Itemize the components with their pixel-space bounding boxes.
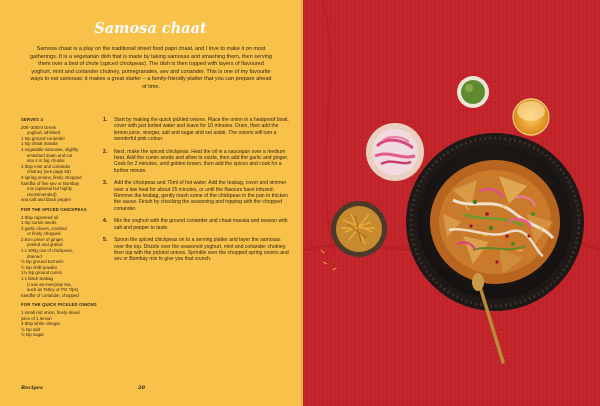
ingredient-line: ½ tsp sugar (21, 332, 44, 338)
ingredient-line: 1 small red onion, finely sliced (21, 310, 80, 315)
section-footer: Recipes (21, 385, 43, 391)
ingredient-line: 1 tsp cumin seeds (21, 220, 57, 226)
ingredient-item (21, 248, 103, 259)
ingredient-line: ½ tsp chilli powder (21, 264, 58, 270)
ingredient-line: mix (optional but highly (27, 186, 72, 192)
ingredient-line: chutney (see page 53) (27, 169, 71, 175)
ingredient-item (21, 293, 103, 299)
recipe-photo-page (303, 0, 600, 406)
step-text: Spoon the spiced chickpeas on to a serving platter and layer the samosas over the top. Drizzle over the seasoned yoghurt, mint and coriander chutney, then top with the pickled onions. Sprinkle over the chopped spring onions and sev or Bombay mix to give you that crunch. (114, 237, 289, 263)
step-number: 5. (103, 237, 108, 244)
ingredient-line: 2.5cm piece of ginger, (21, 236, 64, 242)
recipe-title: Samosa chaat (94, 20, 207, 37)
ingredient-line: 1 x 400g can of chickpeas, (21, 248, 73, 254)
ingredient-line: 200–300ml Greek (21, 124, 56, 130)
page-number: 20 (138, 385, 145, 391)
ingredient-line: 2 garlic cloves, crushed (21, 225, 67, 231)
ingredient-line: 1 tsp ground coriander (21, 135, 65, 141)
ingredient-line: 3 spring onions, finely chopped (21, 174, 82, 180)
step-number: 3. (103, 180, 108, 187)
ingredient-group-heading: FOR THE QUICK PICKLED ONIONS (21, 302, 97, 308)
pickled-onion-bowl (366, 123, 424, 181)
samosa-chaat-photo (303, 0, 600, 406)
ingredient-line: smashed down and cut (27, 152, 73, 158)
ingredient-item (21, 181, 103, 198)
step-number: 4. (103, 218, 108, 225)
ingredient-line: sea salt and black pepper (21, 197, 72, 203)
ingredient-line: 3 tbsp mint and coriander (21, 163, 71, 169)
step-text: Start by making the quick pickled onions. Place the onion in a heatproof bowl, cover with just boiled water and leave for 10 minutes. Drain, then add the lemon juice, vinegar, salt and sugar and set aside. The onions will turn a wonderful pink colour. (114, 117, 289, 143)
ingredient-line: handful of coriander, chopped (21, 292, 79, 298)
ingredients-list (21, 117, 103, 342)
ingredient-line: recommended) (27, 191, 57, 197)
method-step (103, 218, 290, 231)
ingredient-line: peeled and grated (27, 242, 63, 248)
ingredient-line: handful of fine sev or Bombay (21, 180, 80, 186)
ingredient-line: into 4 in big chunks (27, 158, 65, 164)
samosa-chaat-plate (406, 133, 584, 311)
method-steps (103, 117, 290, 269)
ingredient-item (21, 237, 103, 248)
ingredient-item (21, 226, 103, 237)
ingredient-item (21, 276, 103, 293)
ingredient-item (21, 147, 103, 164)
ingredient-line: 1½ tsp ground cumin (21, 270, 63, 276)
method-step (103, 117, 290, 143)
ingredient-line: ½ tsp salt (21, 326, 40, 332)
step-text: Add the chickpeas and 70ml of hot water. Add the teabag, cover and simmer over a low heat for about 15 minutes, or until the flavours have infused. Remove the teabag, gently mash some of the chickpeas in the pan to thicken the sauce. Finish by checking the seasoning and topping with the chopped coriander. (114, 180, 288, 212)
ingredient-item (21, 164, 103, 175)
step-number: 2. (103, 148, 108, 155)
ingredient-line: juice of 1 lemon (21, 315, 52, 321)
ingredient-line: such as Tetley or PG Tips) (27, 287, 79, 293)
ingredient-line: 2 tbsp rapeseed oil (21, 214, 59, 220)
ingredient-group-heading: FOR THE SPICED CHICKPEAS (21, 206, 87, 212)
drink-glass (513, 98, 549, 136)
method-step (103, 237, 290, 263)
ingredient-line: 1 tsp chaat masala (21, 141, 58, 147)
ingredient-line: 3 tbsp white vinegar (21, 321, 61, 327)
ingredient-line: or finely chopped (27, 231, 61, 237)
sev-bowl (331, 201, 387, 257)
ingredient-line: 1 x black teabag (21, 276, 53, 282)
ingredient-group-heading: SERVES 4 (21, 117, 44, 122)
ingredient-group (21, 117, 103, 203)
method-step (103, 149, 290, 175)
ingredient-item (21, 197, 103, 203)
step-text: Mix the yoghurt with the ground coriander and chaat masala and season with salt and pepper to taste. (114, 218, 288, 231)
chutney-jar (457, 76, 489, 108)
ingredient-line: 4 vegetable samosas, slightly (21, 146, 79, 152)
ingredient-group (21, 302, 103, 338)
ingredient-line: yoghurt, whisked (27, 130, 60, 136)
step-text: Next, make the spiced chickpeas. Heat the oil in a saucepan over a medium heat. Add the cumin seeds and allow to sizzle, then add the garlic and ginger. Cook for 2 minutes, until golden brown, then add the spices and cook for a further minute. (114, 148, 289, 174)
ingredient-line: ½ tsp ground turmeric (21, 259, 64, 265)
ingredient-item (21, 125, 103, 136)
ingredient-group (21, 207, 103, 299)
method-step (103, 180, 290, 212)
recipe-intro: Samosa chaat is a play on the traditional street food papri chaat, and I love to make it on most gatherings. It is a vegetarian dish that is made by taking samosas and smashing them, then serving them over a bed of chole (spiced chickpeas). The dish is then topped with layers of flavoured yoghurt, mint and coriander chutney, pomegranates, sev and coriander. This is one of my favourite ways to eat samosas; it makes a great starter – a family-friendly platter that you can prepare ahead of time. (30, 46, 272, 90)
ingredient-line: (I use an everyday tea, (27, 281, 72, 287)
ingredient-line: drained (27, 253, 42, 259)
step-number: 1. (103, 117, 108, 123)
ingredient-item (21, 332, 103, 338)
